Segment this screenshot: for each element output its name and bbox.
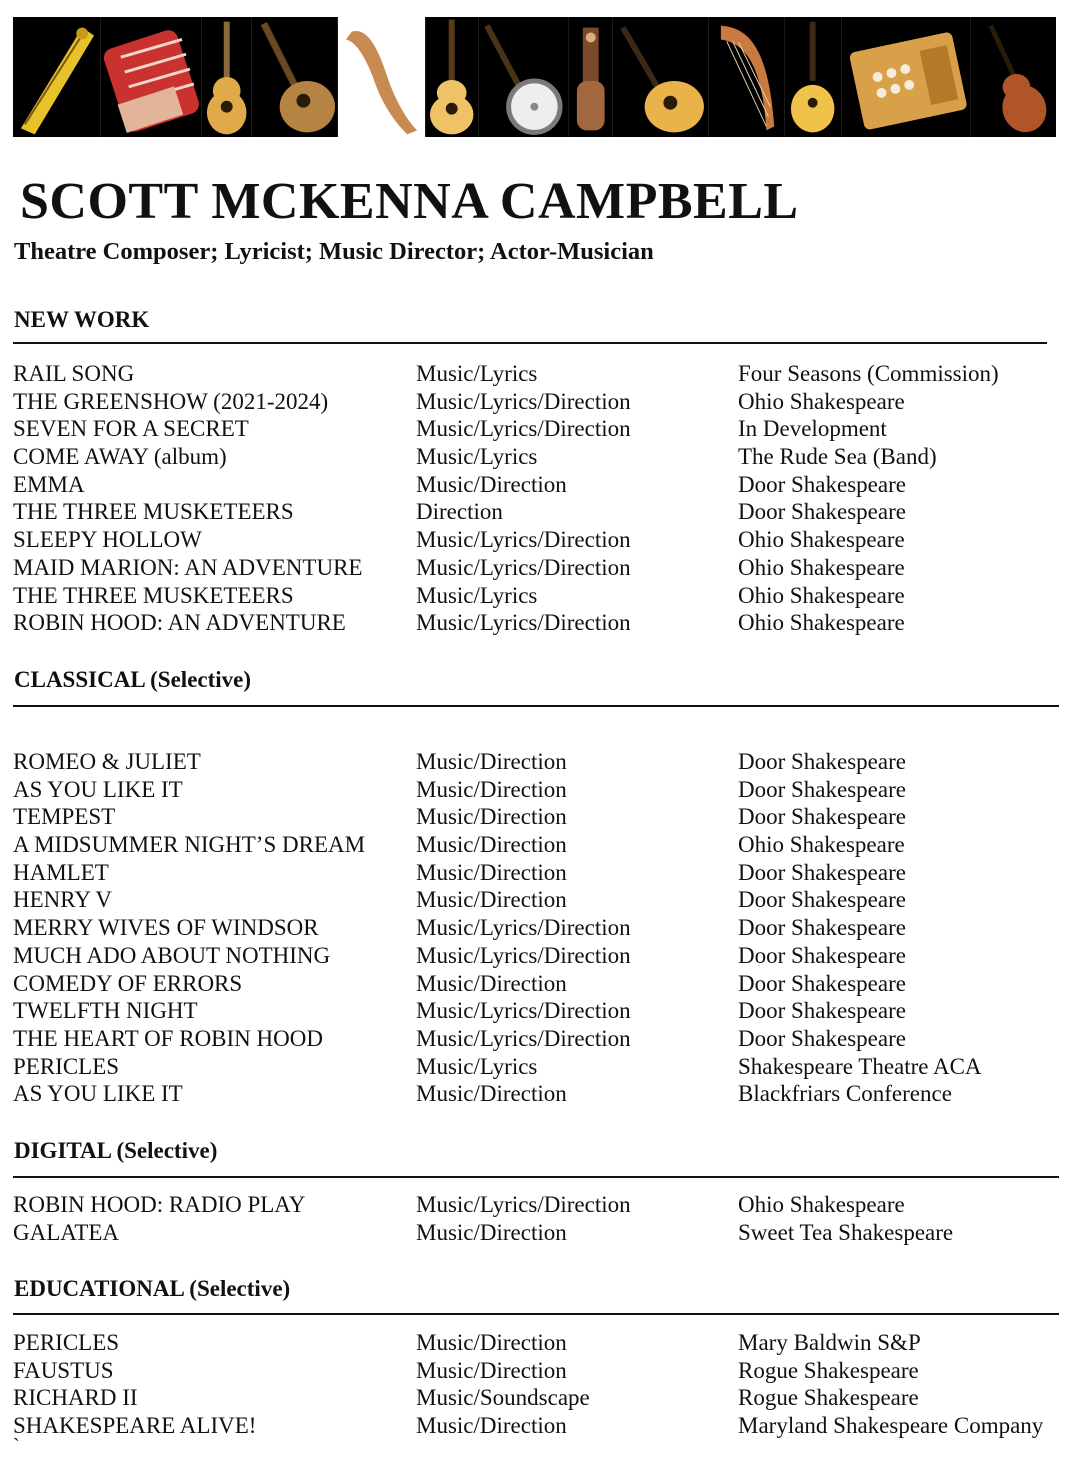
table-row: [13, 1080, 1080, 1108]
table-row: [13, 471, 1080, 499]
production-company: Ohio Shakespeare: [738, 388, 905, 414]
production-title: ROBIN HOOD: RADIO PLAY: [13, 1192, 306, 1217]
table-row: [13, 415, 1080, 443]
production-role: Music/Lyrics: [416, 582, 538, 608]
banjo-icon: [479, 17, 569, 137]
production-title: RAIL SONG: [13, 361, 135, 386]
table-row: [13, 1025, 1080, 1053]
production-company: Four Seasons (Commission): [738, 361, 999, 386]
production-title: COMEDY OF ERRORS: [13, 970, 243, 996]
production-role: Music/Lyrics/Direction: [416, 1192, 631, 1217]
production-company: Ohio Shakespeare: [738, 582, 905, 608]
production-company: Ohio Shakespeare: [738, 527, 905, 553]
production-company: Sweet Tea Shakespeare: [738, 1219, 954, 1245]
production-title: TEMPEST: [13, 804, 116, 830]
production-role: Music/Lyrics: [416, 444, 538, 470]
production-title: MERRY WIVES OF WINDSOR: [13, 915, 319, 941]
production-role: Music/Direction: [416, 471, 567, 497]
bouzouki-icon: [252, 17, 338, 137]
production-company: Door Shakespeare: [738, 776, 906, 802]
table-row: [13, 443, 1080, 471]
production-role: Music/Direction: [416, 970, 567, 996]
table-row: [13, 1191, 1080, 1219]
production-role: Music/Direction: [416, 804, 567, 830]
production-company: In Development: [738, 416, 887, 442]
production-company: Blackfriars Conference: [738, 1081, 952, 1107]
section-divider: [13, 342, 1047, 344]
production-company: Door Shakespeare: [738, 970, 906, 996]
production-title: AS YOU LIKE IT: [13, 776, 183, 802]
production-title: PERICLES: [13, 1330, 120, 1355]
production-role: Music/Direction: [416, 1330, 567, 1355]
production-role: Music/Lyrics/Direction: [416, 527, 631, 553]
production-title: THE THREE MUSKETEERS: [13, 582, 294, 608]
new-work-list: [13, 360, 1080, 637]
nyckelharpa-icon: [569, 17, 614, 137]
mandolin-icon: [613, 17, 709, 137]
production-role: Music/Direction: [416, 776, 567, 802]
table-row: [13, 1412, 1080, 1440]
production-title: EMMA: [13, 471, 85, 497]
production-title: SEVEN FOR A SECRET: [13, 416, 249, 442]
parlor-guitar-icon: [426, 17, 478, 137]
page-subtitle: Theatre Composer; Lyricist; Music Director; Actor-Musician: [14, 238, 654, 265]
table-row: [13, 1357, 1080, 1385]
production-company: The Rude Sea (Band): [738, 444, 937, 470]
production-title: PERICLES: [13, 1053, 120, 1079]
stray-mark: `: [13, 1435, 20, 1457]
hurdy-gurdy-icon: [13, 17, 101, 137]
production-company: Door Shakespeare: [738, 887, 906, 913]
production-title: SHAKESPEARE ALIVE!: [13, 1413, 257, 1439]
table-row: [13, 609, 1080, 637]
production-company: Door Shakespeare: [738, 749, 906, 774]
production-role: Music/Soundscape: [416, 1385, 590, 1411]
production-company: Door Shakespeare: [738, 915, 906, 941]
production-title: GALATEA: [13, 1219, 120, 1245]
production-role: Music/Direction: [416, 859, 567, 885]
section-heading: NEW WORK: [14, 307, 150, 332]
table-row: [13, 582, 1080, 610]
instrument-banner: [13, 17, 1056, 137]
production-title: ROBIN HOOD: AN ADVENTURE: [13, 610, 346, 636]
production-title: THE HEART OF ROBIN HOOD: [13, 1025, 323, 1051]
production-company: Shakespeare Theatre ACA: [738, 1053, 982, 1079]
digital-list: [13, 1191, 1080, 1246]
table-row: [13, 914, 1080, 942]
table-row: [13, 498, 1080, 526]
production-role: Music/Lyrics/Direction: [416, 1025, 631, 1051]
table-row: [13, 970, 1080, 998]
production-role: Music/Direction: [416, 887, 567, 913]
production-role: Music/Lyrics/Direction: [416, 610, 631, 636]
production-role: Music/Lyrics: [416, 1053, 538, 1079]
section-heading: DIGITAL: [14, 1138, 111, 1163]
section-heading: EDUCATIONAL: [14, 1276, 184, 1301]
production-title: RICHARD II: [13, 1385, 138, 1411]
production-role: Music/Lyrics/Direction: [416, 942, 631, 968]
table-row: [13, 942, 1080, 970]
production-title: MAID MARION: AN ADVENTURE: [13, 554, 363, 580]
section-divider: [13, 1176, 1059, 1178]
table-row: [13, 1329, 1080, 1357]
table-row: [13, 1384, 1080, 1412]
production-company: Door Shakespeare: [738, 471, 906, 497]
section-divider: [13, 705, 1059, 707]
production-company: Ohio Shakespeare: [738, 554, 905, 580]
production-role: Music/Direction: [416, 1357, 567, 1383]
production-company: Door Shakespeare: [738, 804, 906, 830]
table-row: [13, 859, 1080, 887]
production-role: Music/Direction: [416, 832, 567, 858]
table-row: [13, 886, 1080, 914]
production-title: TWELFTH NIGHT: [13, 998, 198, 1024]
production-title: A MIDSUMMER NIGHT’S DREAM: [13, 832, 366, 858]
section-title-classical: [14, 668, 251, 691]
production-title: ROMEO & JULIET: [13, 749, 201, 774]
production-title: FAUSTUS: [13, 1357, 114, 1383]
production-role: Direction: [416, 499, 503, 525]
educational-list: [13, 1329, 1080, 1440]
production-title: COME AWAY (album): [13, 444, 227, 470]
production-company: Ohio Shakespeare: [738, 1192, 905, 1217]
bones-icon: [338, 17, 426, 137]
production-company: Door Shakespeare: [738, 1025, 906, 1051]
table-row: [13, 360, 1080, 388]
table-row: [13, 554, 1080, 582]
production-role: Music/Direction: [416, 1219, 567, 1245]
production-title: HAMLET: [13, 859, 109, 885]
table-row: [13, 526, 1080, 554]
production-role: Music/Direction: [416, 749, 567, 774]
production-role: Music/Direction: [416, 1081, 567, 1107]
production-company: Ohio Shakespeare: [738, 832, 905, 858]
acoustic-guitar-icon: [202, 17, 252, 137]
table-row: [13, 1053, 1080, 1081]
production-role: Music/Lyrics/Direction: [416, 998, 631, 1024]
production-title: THE THREE MUSKETEERS: [13, 499, 294, 525]
production-role: Music/Lyrics/Direction: [416, 416, 631, 442]
production-company: Mary Baldwin S&P: [738, 1330, 921, 1355]
production-title: SLEEPY HOLLOW: [13, 527, 202, 553]
production-role: Music/Lyrics/Direction: [416, 388, 631, 414]
classical-list: [13, 748, 1080, 1108]
table-row: [13, 748, 1080, 776]
section-title-digital: [14, 1139, 217, 1162]
production-company: Maryland Shakespeare Company: [738, 1413, 1044, 1439]
violin-icon: [971, 17, 1056, 137]
production-title: HENRY V: [13, 887, 113, 913]
section-qualifier: (Selective): [116, 1138, 218, 1163]
production-company: Door Shakespeare: [738, 499, 906, 525]
section-qualifier: (Selective): [150, 667, 252, 692]
production-company: Ohio Shakespeare: [738, 610, 905, 636]
section-qualifier: (Selective): [189, 1276, 291, 1301]
production-title: AS YOU LIKE IT: [13, 1081, 183, 1107]
production-company: Door Shakespeare: [738, 942, 906, 968]
harp-icon: [709, 17, 785, 137]
section-heading: CLASSICAL: [14, 667, 145, 692]
section-title-new-work: [14, 308, 149, 331]
accordion-icon: [842, 17, 972, 137]
mandola-icon: [785, 17, 841, 137]
table-row: [13, 388, 1080, 416]
production-company: Door Shakespeare: [738, 998, 906, 1024]
production-title: MUCH ADO ABOUT NOTHING: [13, 942, 331, 968]
section-divider: [13, 1313, 1059, 1315]
page-title: SCOTT MCKENNA CAMPBELL: [20, 173, 799, 230]
table-row: [13, 776, 1080, 804]
table-row: [13, 997, 1080, 1025]
production-title: THE GREENSHOW (2021-2024): [13, 388, 329, 414]
production-role: Music/Direction: [416, 1413, 567, 1439]
production-role: Music/Lyrics/Direction: [416, 554, 631, 580]
table-row: [13, 831, 1080, 859]
table-row: [13, 803, 1080, 831]
concertina-icon: [101, 17, 202, 137]
production-company: Door Shakespeare: [738, 859, 906, 885]
production-role: Music/Lyrics: [416, 361, 538, 386]
production-company: Rogue Shakespeare: [738, 1385, 919, 1411]
production-role: Music/Lyrics/Direction: [416, 915, 631, 941]
production-company: Rogue Shakespeare: [738, 1357, 919, 1383]
table-row: [13, 1219, 1080, 1247]
section-title-educational: [14, 1277, 290, 1300]
